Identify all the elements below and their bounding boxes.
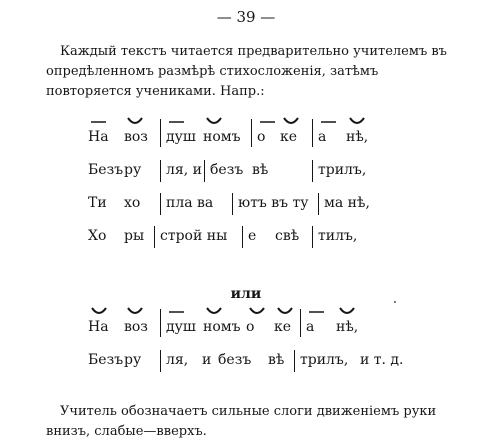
breve-mark xyxy=(205,117,223,127)
page-number: — 39 — xyxy=(216,8,276,26)
syllable: безъ xyxy=(218,352,252,368)
syllable: На xyxy=(88,319,109,335)
syllable: свѣ xyxy=(275,228,300,244)
syllable: нѣ, xyxy=(336,319,359,335)
syllable: трилъ, xyxy=(300,352,349,368)
syllable: вѣ xyxy=(268,352,285,368)
verse-line xyxy=(0,348,492,372)
foot-divider xyxy=(242,226,243,248)
syllable: ютъ въ ту xyxy=(238,195,309,211)
foot-divider xyxy=(204,160,205,182)
breve-mark xyxy=(205,307,223,317)
syllable: о xyxy=(246,319,255,335)
breve-mark xyxy=(248,307,266,317)
verse-line xyxy=(0,191,492,215)
foot-divider xyxy=(312,226,313,248)
foot-divider xyxy=(232,193,233,215)
syllable: ру xyxy=(124,352,142,368)
syllable: душ xyxy=(166,129,196,145)
foot-divider xyxy=(251,119,252,147)
foot-divider xyxy=(160,119,161,147)
foot-divider xyxy=(318,193,319,215)
foot-divider xyxy=(312,160,313,182)
verse-line xyxy=(0,158,492,182)
syllable: тилъ, xyxy=(318,228,358,244)
breve-mark xyxy=(126,117,144,127)
syllable: ля, и xyxy=(166,162,202,178)
syllable: и т. д. xyxy=(360,352,404,368)
foot-divider xyxy=(160,309,161,337)
verse-line xyxy=(0,315,492,339)
syllable: хо xyxy=(124,195,141,211)
syllable: Ти xyxy=(88,195,107,211)
syllable: ке xyxy=(274,319,292,335)
syllable: строй ны xyxy=(160,228,228,244)
macron-mark xyxy=(168,307,186,317)
syllable: трилъ, xyxy=(318,162,367,178)
syllable: ры xyxy=(124,228,145,244)
syllable: номъ xyxy=(203,129,241,145)
foot-divider xyxy=(312,119,313,147)
closing-paragraph: Учитель обозначаетъ сильные слоги движеніемъ руки внизъ, слабые—вверхъ. xyxy=(46,404,437,439)
syllable: а xyxy=(306,319,315,335)
syllable: безъ xyxy=(210,162,244,178)
intro-paragraph: Каждый текстъ читается предварительно учителемъ въ опредѣленномъ размѣрѣ стихосложенія, затѣмъ повторяется учениками. Напр.: xyxy=(46,44,447,99)
syllable: а xyxy=(318,129,327,145)
syllable: Безъ xyxy=(88,352,124,368)
verse-line xyxy=(0,125,492,149)
syllable: воз xyxy=(124,129,148,145)
syllable: ма нѣ, xyxy=(324,195,370,211)
syllable: Безъ xyxy=(88,162,124,178)
syllable: о xyxy=(257,129,266,145)
print-speck xyxy=(394,301,396,303)
syllable: душ xyxy=(166,319,196,335)
macron-mark xyxy=(259,117,277,127)
breve-mark xyxy=(338,307,356,317)
breve-mark xyxy=(282,117,300,127)
syllable: ля, xyxy=(166,352,189,368)
verse-line xyxy=(0,224,492,248)
syllable: ру xyxy=(124,162,142,178)
foot-divider xyxy=(154,226,155,248)
syllable: вѣ xyxy=(252,162,269,178)
breve-mark xyxy=(90,307,108,317)
syllable: ке xyxy=(280,129,298,145)
syllable: На xyxy=(88,129,109,145)
breve-mark xyxy=(348,117,366,127)
breve-mark xyxy=(126,307,144,317)
syllable: е xyxy=(248,228,257,244)
macron-mark xyxy=(308,307,326,317)
syllable: номъ xyxy=(203,319,241,335)
macron-mark xyxy=(90,117,108,127)
syllable: и xyxy=(202,352,212,368)
syllable: воз xyxy=(124,319,148,335)
syllable: пла ва xyxy=(166,195,214,211)
foot-divider xyxy=(160,350,161,372)
breve-mark xyxy=(276,307,294,317)
macron-mark xyxy=(320,117,338,127)
syllable: нѣ, xyxy=(346,129,369,145)
foot-divider xyxy=(294,350,295,372)
foot-divider xyxy=(300,309,301,337)
or-word: или xyxy=(230,286,262,302)
foot-divider xyxy=(160,160,161,182)
syllable: Хо xyxy=(88,228,107,244)
foot-divider xyxy=(160,193,161,215)
macron-mark xyxy=(168,117,186,127)
